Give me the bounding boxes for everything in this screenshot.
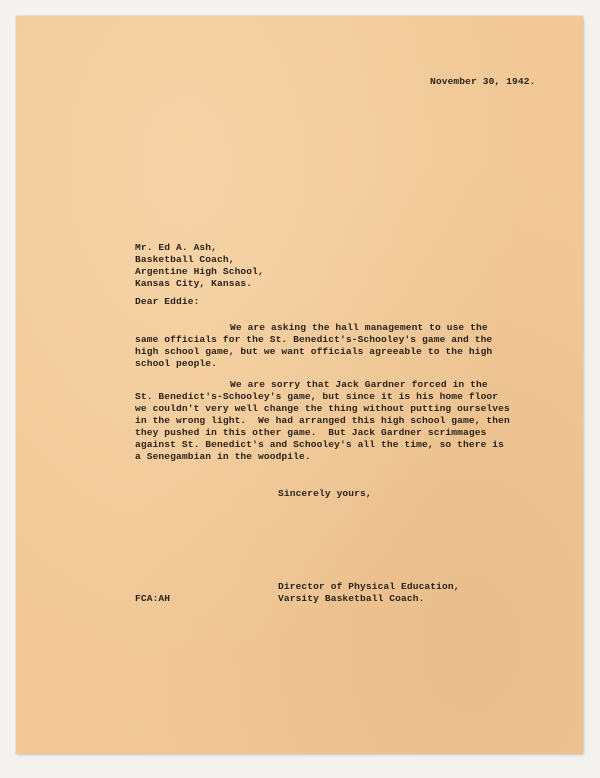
- letter-sheet: [16, 16, 583, 754]
- paragraph-line: school people.: [135, 358, 218, 369]
- recipient-title: Basketball Coach,: [135, 254, 235, 265]
- letter-date: November 30, 1942.: [430, 76, 536, 87]
- paragraph-line: against St. Benedict's and Schooley's all the time, so there is: [135, 439, 505, 450]
- paragraph-line: same officials for the St. Benedict's-Schooley's game and the: [135, 334, 493, 345]
- recipient-city: Kansas City, Kansas.: [135, 278, 253, 289]
- paragraph-line: high school game, but we want officials agreeable to the high: [135, 346, 493, 357]
- recipient-name: Mr. Ed A. Ash,: [135, 242, 218, 253]
- signature-title-1: Director of Physical Education,: [278, 581, 460, 592]
- paragraph-line: St. Benedict's-Schooley's game, but since it is his home floor: [135, 391, 499, 402]
- paragraph-line: a Senegambian in the woodpile.: [135, 451, 311, 462]
- paragraph-line: We are sorry that Jack Gardner forced in the: [230, 379, 488, 390]
- closing: Sincerely yours,: [278, 488, 372, 499]
- paragraph-line: We are asking the hall management to use the: [230, 322, 488, 333]
- paragraph-line: we couldn't very well change the thing without putting ourselves: [135, 403, 510, 414]
- signature-title-2: Varsity Basketball Coach.: [278, 593, 425, 604]
- recipient-school: Argentine High School,: [135, 266, 264, 277]
- reference-initials: FCA:AH: [135, 593, 171, 604]
- salutation: Dear Eddie:: [135, 296, 200, 307]
- paragraph-line: in the wrong light. We had arranged this high school game, then: [135, 415, 510, 426]
- paragraph-line: they pushed in this other game. But Jack Gardner scrimmages: [135, 427, 487, 438]
